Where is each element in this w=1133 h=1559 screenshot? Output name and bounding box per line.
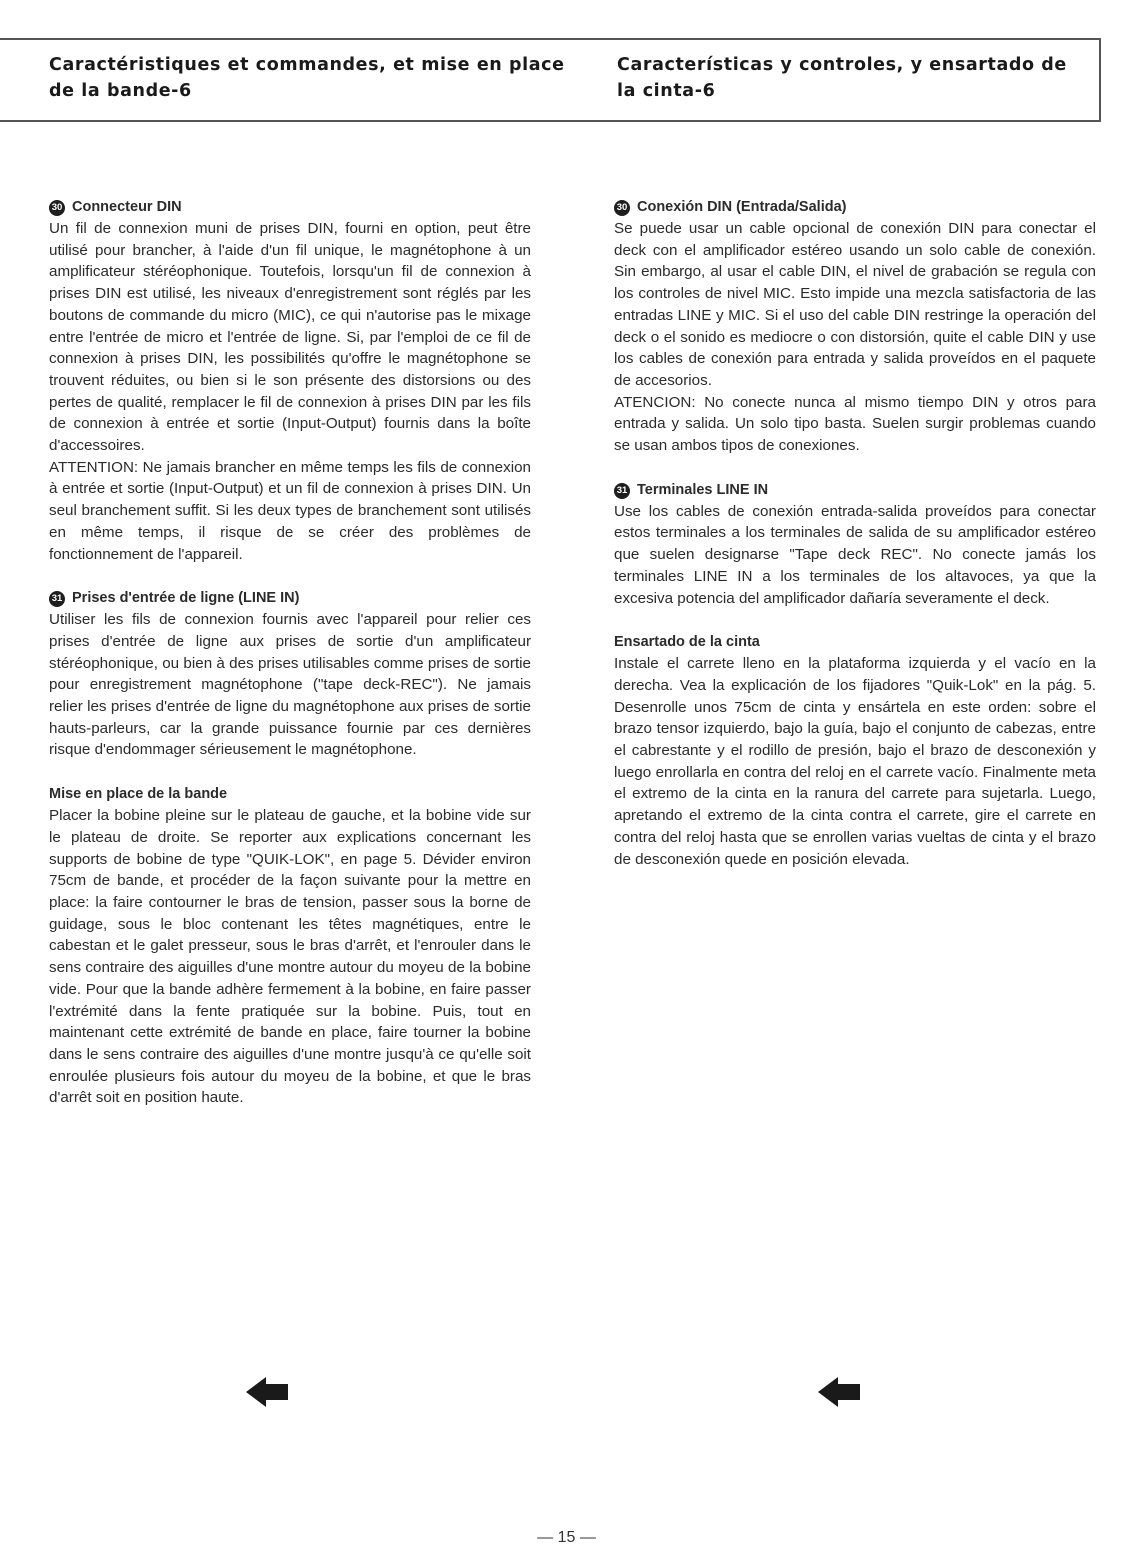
- section-title: [614, 479, 1096, 501]
- paragraph-warning: ATENCION: No conecte nunca al mismo tiempo DIN y otros para entrada y salida. Un solo tipo basta. Suelen surgir problemas cuando se usan ambos tipos de conexiones.: [614, 393, 1096, 455]
- section-title-text: Connecteur DIN: [72, 199, 182, 215]
- paragraph: Placer la bobine pleine sur le plateau de gauche, et la bobine vide sur le plateau de droite. Se reporter aux explications concernant les supports de bobine de type "QUIK-LOK", en page 5. Dévider environ 75cm de bande, et procéder de la façon suivante pour la mettre en place: la faire contourner le bras de tension, passer sous la borne de guidage, sous le bloc contenant les têtes magnétiques, entre le cabestan et le galet presseur, sous le bras d'arrêt, et l'enrouler dans le sens contraire des aiguilles d'une montre autour du moyeu de la bobine vide. Pour que la bande adhère fermement à la bobine, en faire passer l'extrémité dans la fente pratiquée sur la bobine. Puis, tout en maintenant cette extrémité de bande en place, faire tourner la bobine dans le sens contraire des aiguilles d'une montre jusqu'à ce qu'elle soit enroulée plusieurs fois autour du moyeu de la bobine, et que le bras d'arrêt soit en position haute.: [49, 807, 531, 1107]
- paragraph-warning: ATTENTION: Ne jamais brancher en même temps les fils de connexion à entrée et sortie (Input-Output) et un fil de connexion à prises DIN. Un seul branchement suffit. Si les deux types de branchement sont utilisés en même temps, il risque de se créer des problèmes de fonctionnement de l'appareil.: [49, 458, 531, 563]
- section-line-in-es: [614, 479, 1096, 610]
- subsection-tape-threading-fr: [49, 783, 531, 1109]
- section-title-text: Conexión DIN (Entrada/Salida): [637, 199, 847, 215]
- french-column: [49, 196, 531, 1131]
- subsection-title: Mise en place de la bande: [49, 786, 228, 803]
- section-number-badge: 31: [614, 483, 630, 499]
- paragraph: Se puede usar un cable opcional de conexión DIN para conectar el deck con el amplificador estéreo usando un solo cable de conexión. Sin embargo, al usar el cable DIN, el nivel de grabación se regula con los controles de nivel MIC. Esto impide una mezcla satisfactoria de las entradas LINE y MIC. Si el uso del cable DIN restringe la operación del deck o el sonido es mediocre o con distorsión, quite el cable DIN y use los cables de conexión para entrada y salida proveídos en el paquete de accesorios.: [614, 220, 1096, 389]
- header-title-fr: Caractéristiques et commandes, et mise en place de la bande-6: [49, 55, 565, 101]
- paragraph: Instale el carrete lleno en la plataforma izquierda y el vacío en la derecha. Vea la explicación de los fijadores "Quik-Lok" en la pág. 5. Desenrolle unos 75cm de cinta y ensártela en este orden: sobre el brazo tensor izquierdo, bajo la guía, bajo el conjunto de cabezas, entre el cabrestante y el rodillo de presión, bajo el brazo de desconexión y luego enrollarla en contra del reloj en el carrete vacío. Finalmente meta el extremo de la cinta en la ranura del carrete para sujetarla. Luego, apretando el extremo de la cinta contra el carrete, gire el carrete en contra del reloj hasta que se enrollen varias vueltas de cinta y el brazo de desconexión quede en posición elevada.: [614, 655, 1096, 868]
- paragraph: Use los cables de conexión entrada-salida proveídos para conectar estos terminales a los terminales de salida de su amplificador estéreo que suelen designarse "Tape deck REC". No conecte jamás los terminales LINE IN a los terminales de los altavoces, ya que la excesiva potencia del amplificador dañaría severamente el deck.: [614, 502, 1096, 607]
- section-din-connector-fr: [49, 196, 531, 565]
- subsection-title: Ensartado de la cinta: [614, 634, 760, 651]
- section-number-badge: 30: [49, 200, 65, 216]
- section-number-badge: 30: [614, 200, 630, 216]
- section-number-badge: 31: [49, 591, 65, 607]
- page-header: [0, 38, 1101, 122]
- section-line-in-fr: [49, 587, 531, 761]
- spanish-column: [614, 196, 1096, 892]
- paragraph: Un fil de connexion muni de prises DIN, fourni en option, peut être utilisé pour brancher, à l'aide d'un fil unique, le magnétophone à un amplificateur stéréophonique. Toutefois, lorsqu'un fil de connexion à prises DIN est utilisé, les niveaux d'enregistrement sont réglés par les boutons de commande du micro (MIC), ce qui n'autorise pas le mixage entre l'entrée de micro et l'entrée de ligne. Si, par l'emploi de ce fil de connexion à prises DIN, les possibilités qu'offre le magnétophone se trouvent réduites, ou bien si le son présente des distorsions ou des pertes de qualité, remplacer le fil de connexion à prises DIN par les fils de connexion à entrée et sortie (Input-Output) fournis dans la boîte d'accessoires.: [49, 220, 531, 455]
- header-title-es: Características y controles, y ensartado de la cinta-6: [617, 55, 1067, 101]
- paragraph: Utiliser les fils de connexion fournis avec l'appareil pour relier ces prises d'entrée de ligne aux prises de sortie d'un amplificateur stéréophonique, ou bien à des prises utilisables comme prises de sortie pour enregistrement magnétophone ("tape deck-REC"). Ne jamais relier les prises d'entrée de ligne du magnétophone aux prises de sortie hauts-parleurs, car la grande puissance fournie par ces dernières risque d'endommager sérieusement le magnétophone.: [49, 611, 531, 759]
- section-title: [49, 587, 531, 609]
- section-title: [614, 196, 1096, 218]
- arrow-left-icon[interactable]: [246, 1377, 288, 1407]
- section-din-connector-es: [614, 196, 1096, 457]
- section-title: [49, 196, 531, 218]
- arrow-left-icon[interactable]: [818, 1377, 860, 1407]
- section-title-text: Prises d'entrée de ligne (LINE IN): [72, 590, 300, 607]
- section-title-text: Terminales LINE IN: [637, 481, 769, 498]
- page-number: — 15 —: [537, 1529, 596, 1546]
- subsection-tape-threading-es: [614, 631, 1096, 870]
